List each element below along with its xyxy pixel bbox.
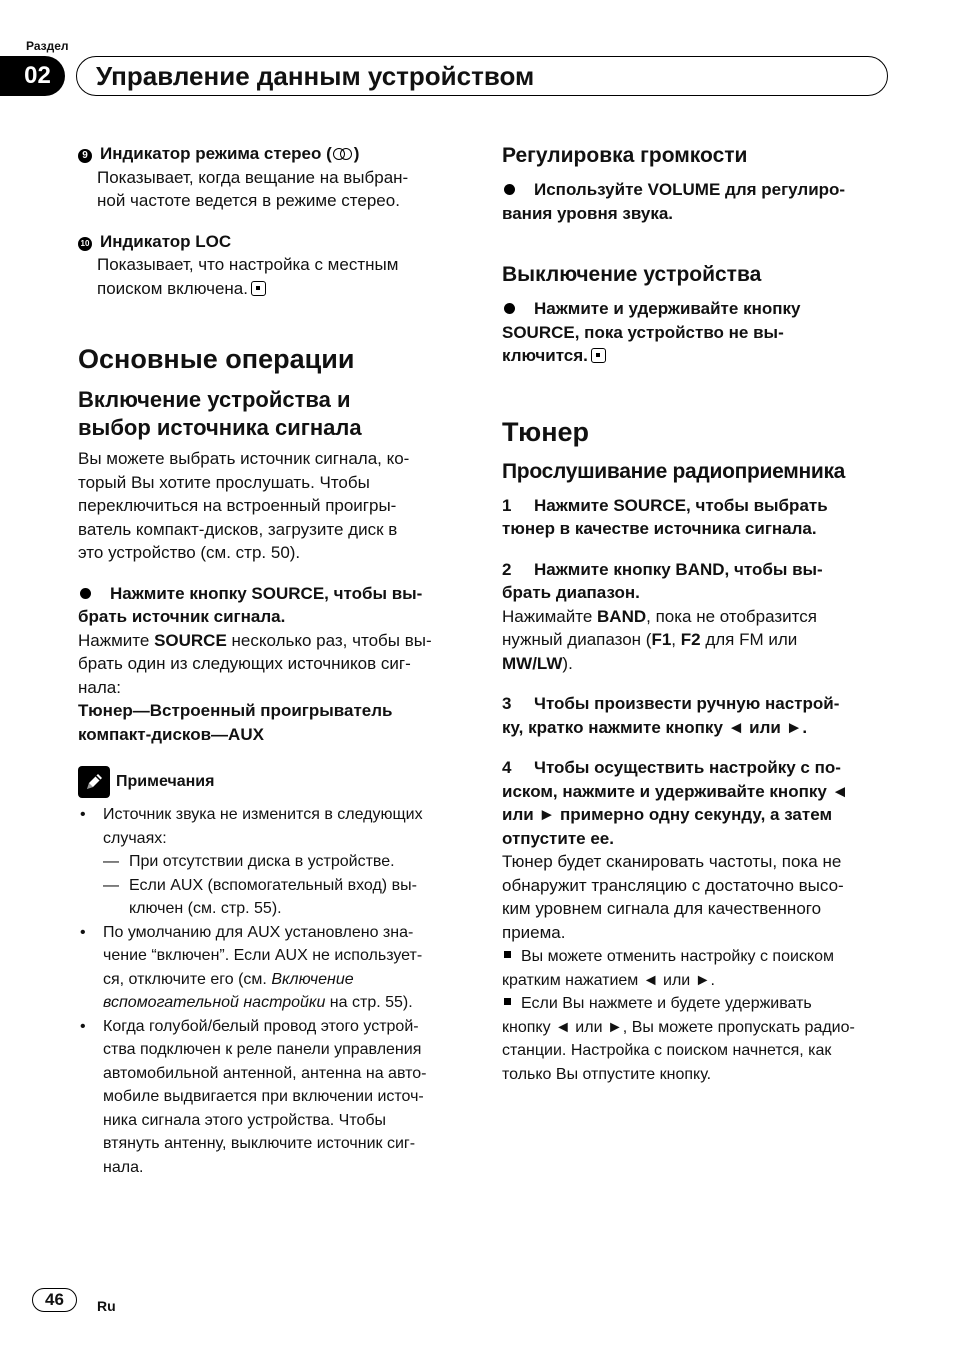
stereo-indicator-item — [78, 142, 468, 213]
notes-header — [78, 766, 468, 798]
step-text-f1: F1 — [651, 630, 672, 649]
note-link-text: Включение — [271, 970, 354, 988]
note-line: на стр. 55). — [325, 994, 413, 1011]
step-line: брать диапазон. — [502, 583, 640, 602]
intro-paragraph — [78, 447, 468, 565]
intro-line: переключиться на встроенный проигры- — [78, 496, 397, 515]
step-text: для FM или — [700, 630, 798, 649]
note-item: • Когда голубой/белый провод этого устрой- ства подключен к реле панели управления автомобильной антенной, антенна на авто- мобиле выдвигается при включении источ- ника сигнала этого устройства. Чтобы втянуть антенну, выключите источник сиг- нала. — [78, 1015, 468, 1180]
note-line: ся, отключите его (см. — [103, 970, 272, 988]
step-number: 3 — [502, 694, 512, 713]
left-column — [78, 142, 468, 1179]
step-text: , — [671, 630, 681, 649]
source-instruction-line-2: брать источник сигнала. — [78, 607, 286, 626]
step-line: Нажмите SOURCE, чтобы выбрать — [534, 495, 828, 515]
note-item: • По умолчанию для AUX установлено зна- чение “включен”. Если AUX не использует- ся, отключите его (см. Включение вспомогательной настройки на стр. 55). — [78, 921, 468, 1015]
callout-number-icon: 9 — [78, 149, 92, 163]
bullet-dot-icon — [504, 303, 515, 314]
tip-item — [502, 992, 892, 1086]
intro-line: это устройство (см. стр. 50). — [78, 543, 301, 562]
step-line: отпустите ее. — [502, 828, 614, 848]
stereo-indicator-title-a: Индикатор режима стерео ( — [100, 144, 332, 163]
step-line: иском, нажмите и удерживайте кнопку ◄ — [502, 781, 849, 801]
note-line: нала. — [103, 1158, 144, 1176]
note-line: случаях: — [103, 829, 167, 847]
note-line: Источник звука не изменится в следующих — [103, 806, 423, 823]
step-number: 1 — [502, 495, 512, 515]
step-text-band: BAND — [597, 606, 647, 626]
source-sequence-line-2: компакт-дисков—AUX — [78, 724, 264, 744]
step-1 — [502, 494, 892, 541]
volume-instruction — [502, 178, 892, 202]
end-mark-icon — [591, 348, 606, 363]
note-link-text: вспомогательной настройки — [103, 994, 326, 1011]
source-press-text — [78, 629, 468, 700]
end-mark-icon — [251, 281, 266, 296]
source-instruction — [78, 582, 468, 606]
power-off-line-3: ключится. — [502, 346, 588, 365]
stereo-icon — [333, 148, 353, 160]
note-subitem-line: При отсутствии диска в устройстве. — [129, 853, 395, 870]
power-off-line-2: SOURCE, пока устройство не вы- — [502, 322, 784, 342]
volume-instruction-line-1: Используйте VOLUME для регулиро- — [534, 180, 846, 199]
press-text-a: Нажмите — [78, 630, 155, 650]
loc-indicator-title: Индикатор LOC — [100, 231, 232, 251]
tip-line: Если Вы нажмете и будете удерживать — [521, 995, 812, 1012]
step-line: Нажмите кнопку BAND, чтобы вы- — [534, 559, 823, 579]
square-bullet-icon — [504, 951, 511, 958]
press-text-c: несколько раз, чтобы вы- — [226, 630, 432, 650]
tip-line: Вы можете отменить настройку с поиском — [521, 948, 834, 965]
note-subitem: — При отсутствии диска в устройстве. — [78, 850, 468, 874]
loc-indicator-text-2: поиском включена. — [97, 278, 248, 298]
step-4 — [502, 756, 892, 944]
step-text: Нажимайте — [502, 606, 598, 626]
step-3 — [502, 692, 892, 739]
press-text-line-2: брать один из следующих источников сиг- — [78, 654, 411, 673]
source-sequence-line-1: Тюнер—Встроенный проигрыватель — [78, 701, 393, 720]
power-off-instruction — [502, 297, 892, 321]
note-subitem-line: ключен (см. стр. 55). — [129, 900, 282, 917]
step-line: ку, кратко нажмите кнопку ◄ или ►. — [502, 717, 808, 737]
step-text-f2: F2 — [680, 630, 701, 649]
step-text: нужный диапазон ( — [502, 630, 652, 649]
tip-line: станции. Настройка с поиском начнется, как — [502, 1042, 832, 1059]
tip-line: кнопку ◄ или ►, Вы можете пропускать радио- — [502, 1018, 855, 1036]
loc-indicator-item — [78, 230, 468, 301]
note-line: автомобильной антенной, антенна на авто- — [103, 1064, 427, 1082]
heading-power-on — [78, 386, 468, 442]
note-line: втянуть антенну, выключите источник сиг- — [103, 1135, 416, 1152]
step-line: или ► примерно одну секунду, а затем — [502, 805, 833, 824]
heading-radio-listening: Прослушивание радиоприемника — [502, 459, 846, 483]
square-bullet-icon — [504, 998, 511, 1005]
note-line: чение “включен”. Если AUX не использует- — [103, 947, 423, 964]
note-subitem-line: Если AUX (вспомогательный вход) вы- — [129, 876, 417, 894]
step-2 — [502, 558, 892, 676]
heading-power-on-line-1: Включение устройства и — [78, 387, 351, 412]
intro-line: Вы можете выбрать источник сигнала, ко- — [78, 449, 410, 468]
section-label: Раздел — [26, 39, 69, 53]
step-line: Чтобы произвести ручную настрой- — [534, 694, 840, 713]
heading-tuner: Тюнер — [502, 416, 590, 447]
notes-title: Примечания — [116, 773, 215, 790]
section-number-badge: 02 — [0, 56, 65, 96]
step-number: 4 — [502, 758, 512, 777]
volume-instruction-line-2: вания уровня звука. — [502, 203, 674, 223]
source-instruction-line-1: Нажмите кнопку SOURCE, чтобы вы- — [110, 583, 423, 603]
stereo-indicator-text-2: ной частоте ведется в режиме стерео. — [97, 191, 400, 210]
step-text: ким уровнем сигнала для качественного — [502, 899, 822, 918]
notes-list — [78, 803, 468, 1179]
bullet-dot-icon — [80, 588, 91, 599]
note-line: ника сигнала этого устройства. Чтобы — [103, 1111, 387, 1129]
heading-volume: Регулировка громкости — [502, 144, 748, 167]
loc-indicator-text-1: Показывает, что настройка с местным — [97, 255, 399, 274]
heading-power-off: Выключение устройства — [502, 263, 762, 286]
language-code: Ru — [97, 1298, 116, 1314]
press-text-line-3: нала: — [78, 677, 121, 697]
source-sequence — [78, 699, 468, 746]
step-line: тюнер в качестве источника сигнала. — [502, 519, 817, 538]
press-text-source: SOURCE — [154, 630, 227, 650]
note-line: мобиле выдвигается при включении источ- — [103, 1088, 424, 1105]
note-subitem: — Если AUX (вспомогательный вход) вы- ключен (см. стр. 55). — [78, 874, 468, 921]
note-line: По умолчанию для AUX установлено зна- — [103, 923, 414, 941]
tip-item — [502, 945, 892, 992]
note-item: • Источник звука не изменится в следующих случаях: — [78, 803, 468, 850]
power-off-line-1: Нажмите и удерживайте кнопку — [534, 299, 801, 318]
step-text: , пока не отобразится — [646, 606, 817, 626]
step-text: ). — [562, 653, 573, 673]
callout-number-icon: 10 — [78, 237, 92, 251]
stereo-indicator-title-b: ) — [353, 144, 360, 163]
step-text: обнаружит трансляцию с достаточно высо- — [502, 875, 844, 895]
right-column — [502, 142, 892, 1086]
note-line: ства подключен к реле панели управления — [103, 1041, 422, 1058]
step-text: Тюнер будет сканировать частоты, пока не — [502, 852, 842, 871]
step-number: 2 — [502, 559, 512, 579]
step-text: приема. — [502, 922, 566, 942]
heading-power-on-line-2: выбор источника сигнала — [78, 415, 362, 440]
pencil-note-icon — [78, 766, 110, 798]
step-text-mwlw: MW/LW — [502, 653, 563, 673]
intro-line: ватель компакт-дисков, загрузите диск в — [78, 519, 398, 539]
bullet-dot-icon — [504, 184, 515, 195]
tip-line: кратким нажатием ◄ или ►. — [502, 971, 715, 989]
step-line: Чтобы осуществить настройку с по- — [534, 758, 841, 777]
page-number: 46 — [32, 1288, 77, 1312]
intro-line: торый Вы хотите прослушать. Чтобы — [78, 472, 370, 492]
chapter-title: Управление данным устройством — [96, 61, 535, 91]
heading-basic-operations: Основные операции — [78, 344, 355, 374]
tip-line: только Вы отпустите кнопку. — [502, 1065, 712, 1083]
note-line: Когда голубой/белый провод этого устрой- — [103, 1017, 419, 1035]
stereo-indicator-text-1: Показывает, когда вещание на выбран- — [97, 167, 409, 187]
